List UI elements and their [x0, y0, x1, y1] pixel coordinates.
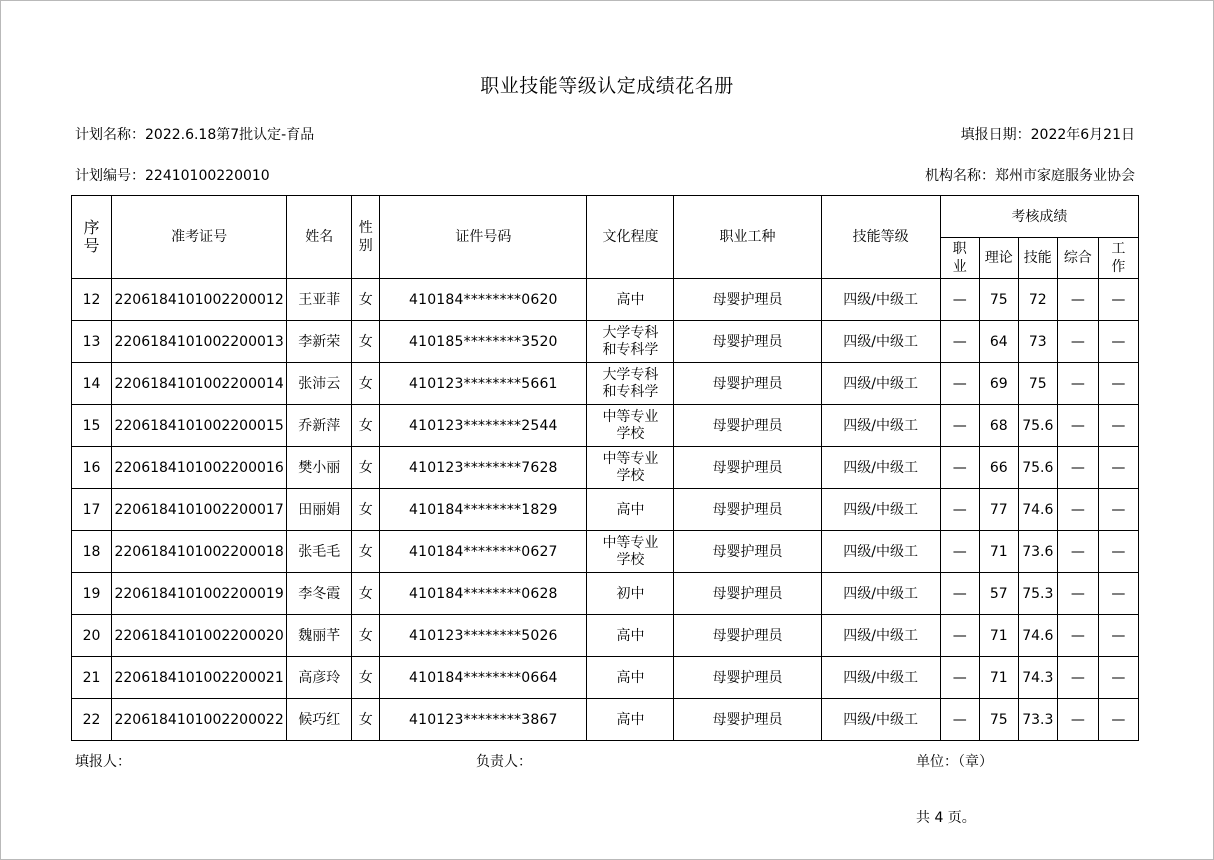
unit-stamp-label: 单位：（章）	[916, 754, 993, 770]
cell-seq: 21	[72, 657, 112, 699]
cell-gender: 女	[352, 699, 380, 741]
cell-education: 大学专科和专科学	[587, 363, 674, 405]
cell-score-overall: —	[1057, 699, 1098, 741]
table-row	[72, 573, 1139, 615]
cell-score-overall: —	[1057, 657, 1098, 699]
cell-seq: 15	[72, 405, 112, 447]
cell-id-number: 410123********5026	[380, 615, 587, 657]
header-score-vocation: 职业	[940, 238, 979, 279]
cell-occupation: 母婴护理员	[674, 657, 821, 699]
cell-seq: 19	[72, 573, 112, 615]
cell-score-skill: 72	[1018, 279, 1057, 321]
cell-exam-number: 2206184101002200019	[112, 573, 287, 615]
table-row	[72, 657, 1139, 699]
cell-score-work: —	[1098, 447, 1138, 489]
cell-exam-number: 2206184101002200022	[112, 699, 287, 741]
cell-score-skill: 74.6	[1018, 615, 1057, 657]
cell-name: 王亚菲	[287, 279, 352, 321]
cell-score-overall: —	[1057, 615, 1098, 657]
cell-id-number: 410184********0620	[380, 279, 587, 321]
cell-score-work: —	[1098, 489, 1138, 531]
cell-score-vocation: —	[940, 699, 979, 741]
cell-occupation: 母婴护理员	[674, 489, 821, 531]
table-row	[72, 699, 1139, 741]
cell-education: 大学专科和专科学	[587, 321, 674, 363]
document-title: 职业技能等级认定成绩花名册	[480, 75, 734, 97]
cell-score-skill: 74.6	[1018, 489, 1057, 531]
cell-exam-number: 2206184101002200014	[112, 363, 287, 405]
cell-score-skill: 73	[1018, 321, 1057, 363]
cell-occupation: 母婴护理员	[674, 321, 821, 363]
table-row	[72, 321, 1139, 363]
organization-name: 机构名称：郑州市家庭服务业协会	[925, 168, 1135, 184]
cell-name: 张毛毛	[287, 531, 352, 573]
cell-occupation: 母婴护理员	[674, 447, 821, 489]
header-id-number: 证件号码	[380, 196, 587, 279]
filled-by-label: 填报人：	[75, 754, 131, 770]
cell-education: 初中	[587, 573, 674, 615]
score-roster-table	[71, 195, 1139, 741]
cell-id-number: 410185********3520	[380, 321, 587, 363]
cell-score-vocation: —	[940, 279, 979, 321]
cell-score-work: —	[1098, 321, 1138, 363]
cell-score-work: —	[1098, 363, 1138, 405]
cell-gender: 女	[352, 615, 380, 657]
cell-skill-level: 四级/中级工	[821, 489, 940, 531]
table-row	[72, 447, 1139, 489]
cell-score-overall: —	[1057, 321, 1098, 363]
cell-score-work: —	[1098, 405, 1138, 447]
cell-score-overall: —	[1057, 279, 1098, 321]
table-row	[72, 531, 1139, 573]
cell-gender: 女	[352, 447, 380, 489]
cell-gender: 女	[352, 321, 380, 363]
header-exam-number: 准考证号	[112, 196, 287, 279]
cell-score-skill: 74.3	[1018, 657, 1057, 699]
cell-gender: 女	[352, 657, 380, 699]
cell-gender: 女	[352, 531, 380, 573]
cell-score-overall: —	[1057, 531, 1098, 573]
cell-id-number: 410123********2544	[380, 405, 587, 447]
cell-seq: 20	[72, 615, 112, 657]
header-education: 文化程度	[587, 196, 674, 279]
header-score-work: 工作	[1098, 238, 1138, 279]
header-scores-group: 考核成绩	[940, 196, 1138, 238]
cell-score-work: —	[1098, 279, 1138, 321]
cell-exam-number: 2206184101002200021	[112, 657, 287, 699]
cell-id-number: 410123********5661	[380, 363, 587, 405]
cell-score-overall: —	[1057, 447, 1098, 489]
cell-skill-level: 四级/中级工	[821, 657, 940, 699]
cell-name: 张沛云	[287, 363, 352, 405]
cell-gender: 女	[352, 279, 380, 321]
cell-score-overall: —	[1057, 405, 1098, 447]
cell-score-vocation: —	[940, 615, 979, 657]
cell-gender: 女	[352, 489, 380, 531]
cell-id-number: 410184********0627	[380, 531, 587, 573]
cell-score-vocation: —	[940, 321, 979, 363]
cell-skill-level: 四级/中级工	[821, 573, 940, 615]
cell-seq: 16	[72, 447, 112, 489]
table-row	[72, 615, 1139, 657]
cell-score-skill: 73.6	[1018, 531, 1057, 573]
header-skill-level: 技能等级	[821, 196, 940, 279]
cell-name: 李冬霞	[287, 573, 352, 615]
page-count: 共 4 页。	[916, 810, 976, 826]
cell-score-work: —	[1098, 573, 1138, 615]
header-name: 姓名	[287, 196, 352, 279]
cell-id-number: 410184********0628	[380, 573, 587, 615]
cell-exam-number: 2206184101002200013	[112, 321, 287, 363]
cell-skill-level: 四级/中级工	[821, 615, 940, 657]
table-row	[72, 363, 1139, 405]
table-row	[72, 279, 1139, 321]
cell-score-vocation: —	[940, 531, 979, 573]
cell-occupation: 母婴护理员	[674, 699, 821, 741]
cell-gender: 女	[352, 573, 380, 615]
cell-score-theory: 68	[979, 405, 1018, 447]
cell-occupation: 母婴护理员	[674, 405, 821, 447]
cell-score-vocation: —	[940, 489, 979, 531]
cell-score-theory: 71	[979, 657, 1018, 699]
cell-education: 高中	[587, 279, 674, 321]
table-row	[72, 405, 1139, 447]
cell-education: 高中	[587, 657, 674, 699]
cell-skill-level: 四级/中级工	[821, 447, 940, 489]
cell-score-vocation: —	[940, 657, 979, 699]
cell-occupation: 母婴护理员	[674, 531, 821, 573]
cell-score-overall: —	[1057, 573, 1098, 615]
cell-score-work: —	[1098, 615, 1138, 657]
cell-seq: 14	[72, 363, 112, 405]
cell-name: 高彦玲	[287, 657, 352, 699]
cell-skill-level: 四级/中级工	[821, 279, 940, 321]
cell-score-skill: 75	[1018, 363, 1057, 405]
cell-name: 田丽娟	[287, 489, 352, 531]
responsible-label: 负责人：	[476, 754, 532, 770]
cell-seq: 13	[72, 321, 112, 363]
cell-exam-number: 2206184101002200020	[112, 615, 287, 657]
cell-occupation: 母婴护理员	[674, 615, 821, 657]
cell-occupation: 母婴护理员	[674, 573, 821, 615]
cell-score-work: —	[1098, 657, 1138, 699]
header-score-overall: 综合	[1057, 238, 1098, 279]
cell-score-skill: 75.3	[1018, 573, 1057, 615]
cell-gender: 女	[352, 363, 380, 405]
cell-score-theory: 71	[979, 615, 1018, 657]
cell-score-theory: 66	[979, 447, 1018, 489]
cell-score-vocation: —	[940, 447, 979, 489]
cell-education: 中等专业学校	[587, 447, 674, 489]
cell-gender: 女	[352, 405, 380, 447]
cell-education: 中等专业学校	[587, 531, 674, 573]
cell-score-skill: 75.6	[1018, 405, 1057, 447]
cell-score-vocation: —	[940, 573, 979, 615]
cell-exam-number: 2206184101002200012	[112, 279, 287, 321]
cell-score-theory: 69	[979, 363, 1018, 405]
cell-occupation: 母婴护理员	[674, 279, 821, 321]
plan-name: 计划名称：2022.6.18第7批认定-育品	[75, 127, 315, 143]
cell-score-theory: 77	[979, 489, 1018, 531]
cell-skill-level: 四级/中级工	[821, 405, 940, 447]
cell-name: 候巧红	[287, 699, 352, 741]
fill-date: 填报日期：2022年6月21日	[960, 127, 1135, 143]
header-gender: 性别	[352, 196, 380, 279]
cell-education: 高中	[587, 489, 674, 531]
cell-name: 樊小丽	[287, 447, 352, 489]
cell-score-overall: —	[1057, 489, 1098, 531]
header-seq: 序号	[72, 196, 112, 279]
cell-score-work: —	[1098, 699, 1138, 741]
cell-id-number: 410184********1829	[380, 489, 587, 531]
header-occupation: 职业工种	[674, 196, 821, 279]
cell-score-vocation: —	[940, 363, 979, 405]
table-row	[72, 489, 1139, 531]
header-score-skill: 技能	[1018, 238, 1057, 279]
cell-name: 魏丽芊	[287, 615, 352, 657]
cell-seq: 12	[72, 279, 112, 321]
cell-skill-level: 四级/中级工	[821, 321, 940, 363]
cell-id-number: 410123********7628	[380, 447, 587, 489]
cell-skill-level: 四级/中级工	[821, 531, 940, 573]
cell-name: 李新荣	[287, 321, 352, 363]
cell-education: 高中	[587, 615, 674, 657]
plan-number: 计划编号：22410100220010	[75, 168, 270, 184]
cell-seq: 18	[72, 531, 112, 573]
cell-education: 高中	[587, 699, 674, 741]
cell-exam-number: 2206184101002200017	[112, 489, 287, 531]
cell-score-vocation: —	[940, 405, 979, 447]
table-header	[72, 196, 1139, 279]
cell-seq: 22	[72, 699, 112, 741]
cell-score-theory: 71	[979, 531, 1018, 573]
cell-skill-level: 四级/中级工	[821, 363, 940, 405]
cell-score-skill: 73.3	[1018, 699, 1057, 741]
cell-score-theory: 75	[979, 699, 1018, 741]
cell-skill-level: 四级/中级工	[821, 699, 940, 741]
cell-id-number: 410123********3867	[380, 699, 587, 741]
cell-score-work: —	[1098, 531, 1138, 573]
cell-occupation: 母婴护理员	[674, 363, 821, 405]
cell-seq: 17	[72, 489, 112, 531]
cell-score-overall: —	[1057, 363, 1098, 405]
table-body	[72, 279, 1139, 741]
cell-education: 中等专业学校	[587, 405, 674, 447]
cell-name: 乔新萍	[287, 405, 352, 447]
cell-exam-number: 2206184101002200015	[112, 405, 287, 447]
header-score-theory: 理论	[979, 238, 1018, 279]
cell-score-theory: 75	[979, 279, 1018, 321]
cell-score-theory: 57	[979, 573, 1018, 615]
cell-exam-number: 2206184101002200016	[112, 447, 287, 489]
cell-id-number: 410184********0664	[380, 657, 587, 699]
cell-score-skill: 75.6	[1018, 447, 1057, 489]
cell-score-theory: 64	[979, 321, 1018, 363]
cell-exam-number: 2206184101002200018	[112, 531, 287, 573]
